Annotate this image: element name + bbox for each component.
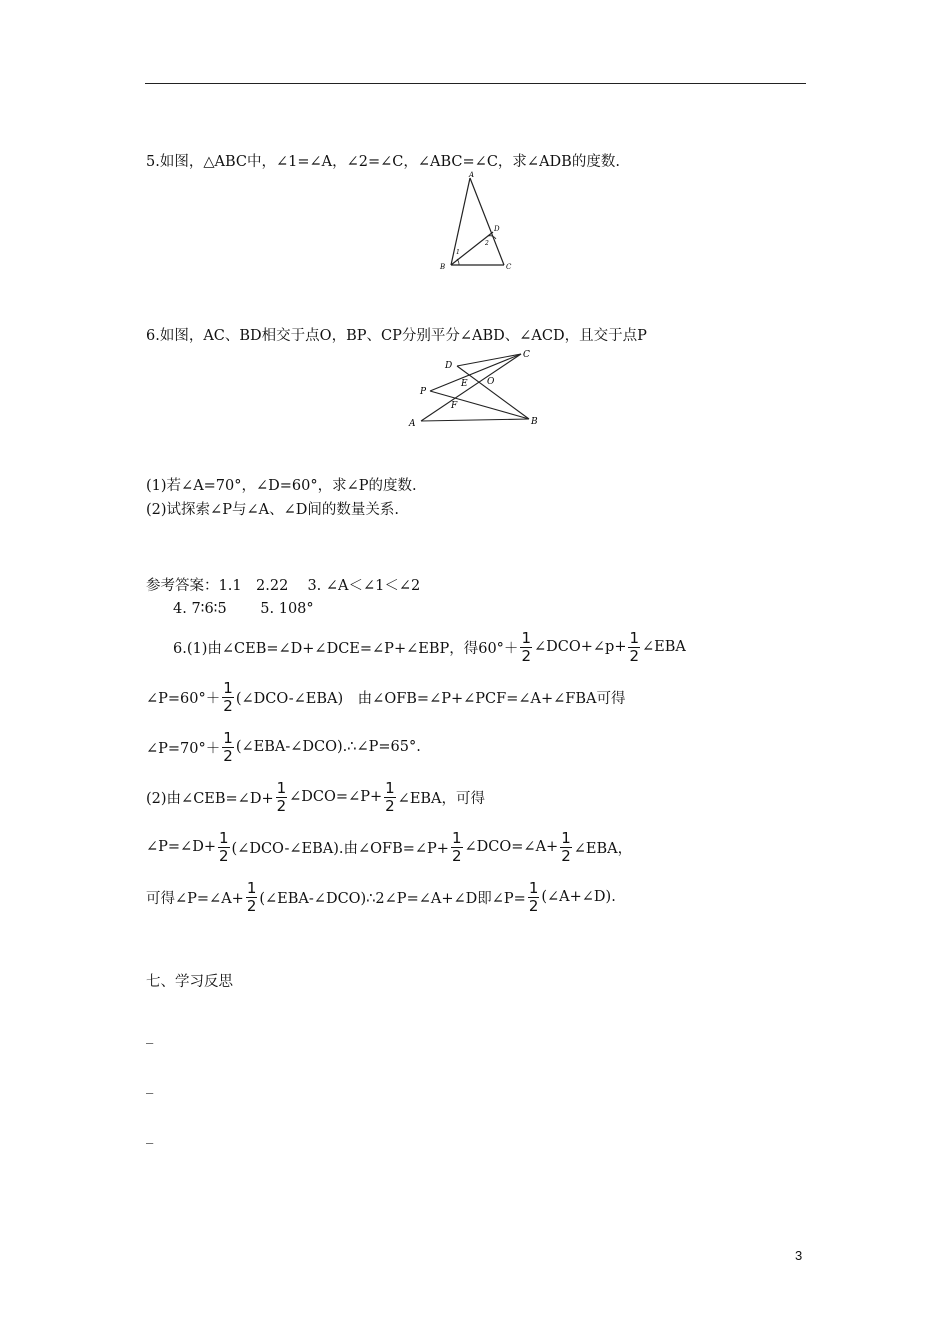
answer-6-line-3: ∠P=70°＋ $\frac{1}{2}$ (∠EBA-∠DCO).∴∠P=65°. [146, 728, 421, 765]
label-D: D [494, 225, 500, 233]
label-B: B [531, 417, 538, 427]
fraction-half: $\frac{1}{2}$ [561, 828, 571, 865]
label-D: D [445, 361, 453, 371]
label-B: B [440, 263, 446, 271]
fraction-half: $\frac{1}{2}$ [223, 728, 233, 765]
answers-line-2: 4. 7∶6∶5 5. 108° [173, 601, 314, 617]
question-6: 6.如图，AC、BD相交于点O，BP、CP分别平分∠ABD、∠ACD，且交于点P [146, 328, 647, 344]
label-O: O [487, 377, 495, 387]
section-7-heading: 七、学习反思 [146, 974, 233, 990]
fraction-half: $\frac{1}{2}$ [451, 828, 462, 865]
answer-6-line-5: ∠P=∠D+ $\frac{1}{2}$ (∠DCO-∠EBA).由∠OFB=∠P+ $\frac{1}{2}$ ∠DCO=∠A+ $\frac{1}{2}$ ∠EBA， [146, 828, 633, 865]
question-5: 5.如图，△ABC中，∠1=∠A，∠2=∠C，∠ABC=∠C，求∠ADB的度数. [146, 154, 620, 170]
angle-2-arc [488, 236, 496, 239]
fraction-half: $\frac{1}{2}$ [246, 878, 257, 915]
answer-6-line-6: 可得∠P=∠A+ $\frac{1}{2}$ (∠EBA-∠DCO)∴2∠P=∠A+∠D即∠P= $\frac{1}{2}$ (∠A+∠D). [146, 878, 616, 915]
label-C: C [506, 263, 512, 271]
label-2: 2 [485, 240, 489, 247]
header-rule [145, 83, 806, 84]
blank-line-1: _ [146, 1028, 154, 1044]
segment-AC [470, 178, 504, 265]
answer-6-line-4: (2)由∠CEB=∠D+ $\frac{1}{2}$ ∠DCO=∠P+ $\frac{1}{2}$ ∠EBA，可得 [146, 778, 486, 815]
answer-6-line-2: ∠P=60°＋ $\frac{1}{2}$ (∠DCO-∠EBA) 由∠OFB=∠P+∠PCF=∠A+∠FBA可得 [146, 678, 626, 715]
question-6-part-1: (1)若∠A=70°，∠D=60°，求∠P的度数. [146, 478, 417, 494]
blank-line-3: _ [146, 1128, 154, 1144]
label-A: A [409, 419, 416, 429]
page-number: 3 [795, 1248, 803, 1263]
label-P: P [420, 387, 427, 397]
label-1: 1 [456, 249, 460, 256]
label-C: C [523, 350, 530, 360]
figure-5-triangle [436, 170, 516, 274]
question-6-part-2: (2)试探索∠P与∠A、∠D间的数量关系. [146, 502, 399, 518]
fraction-half: $\frac{1}{2}$ [629, 628, 640, 665]
fraction-half: $\frac{1}{2}$ [521, 628, 531, 665]
figure-6-diagram [405, 346, 555, 430]
label-E: E [461, 379, 468, 389]
label-A: A [469, 171, 475, 179]
fraction-half: $\frac{1}{2}$ [223, 678, 233, 715]
answer-6-line-1: 6.(1)由∠CEB=∠D+∠DCE=∠P+∠EBP，得60°＋ $\frac{1}{2}$ ∠DCO+∠p+ $\frac{1}{2}$ ∠EBA [173, 628, 686, 665]
fraction-half: $\frac{1}{2}$ [218, 828, 229, 865]
fraction-half: $\frac{1}{2}$ [385, 778, 395, 815]
answers-line-1: 参考答案：1.1 2.22 3. ∠A＜∠1＜∠2 [146, 578, 421, 594]
fraction-half: $\frac{1}{2}$ [276, 778, 287, 815]
label-F: F [451, 401, 458, 411]
fraction-half: $\frac{1}{2}$ [528, 878, 539, 915]
blank-line-2: _ [146, 1078, 154, 1094]
angle-1-arc [457, 259, 459, 265]
